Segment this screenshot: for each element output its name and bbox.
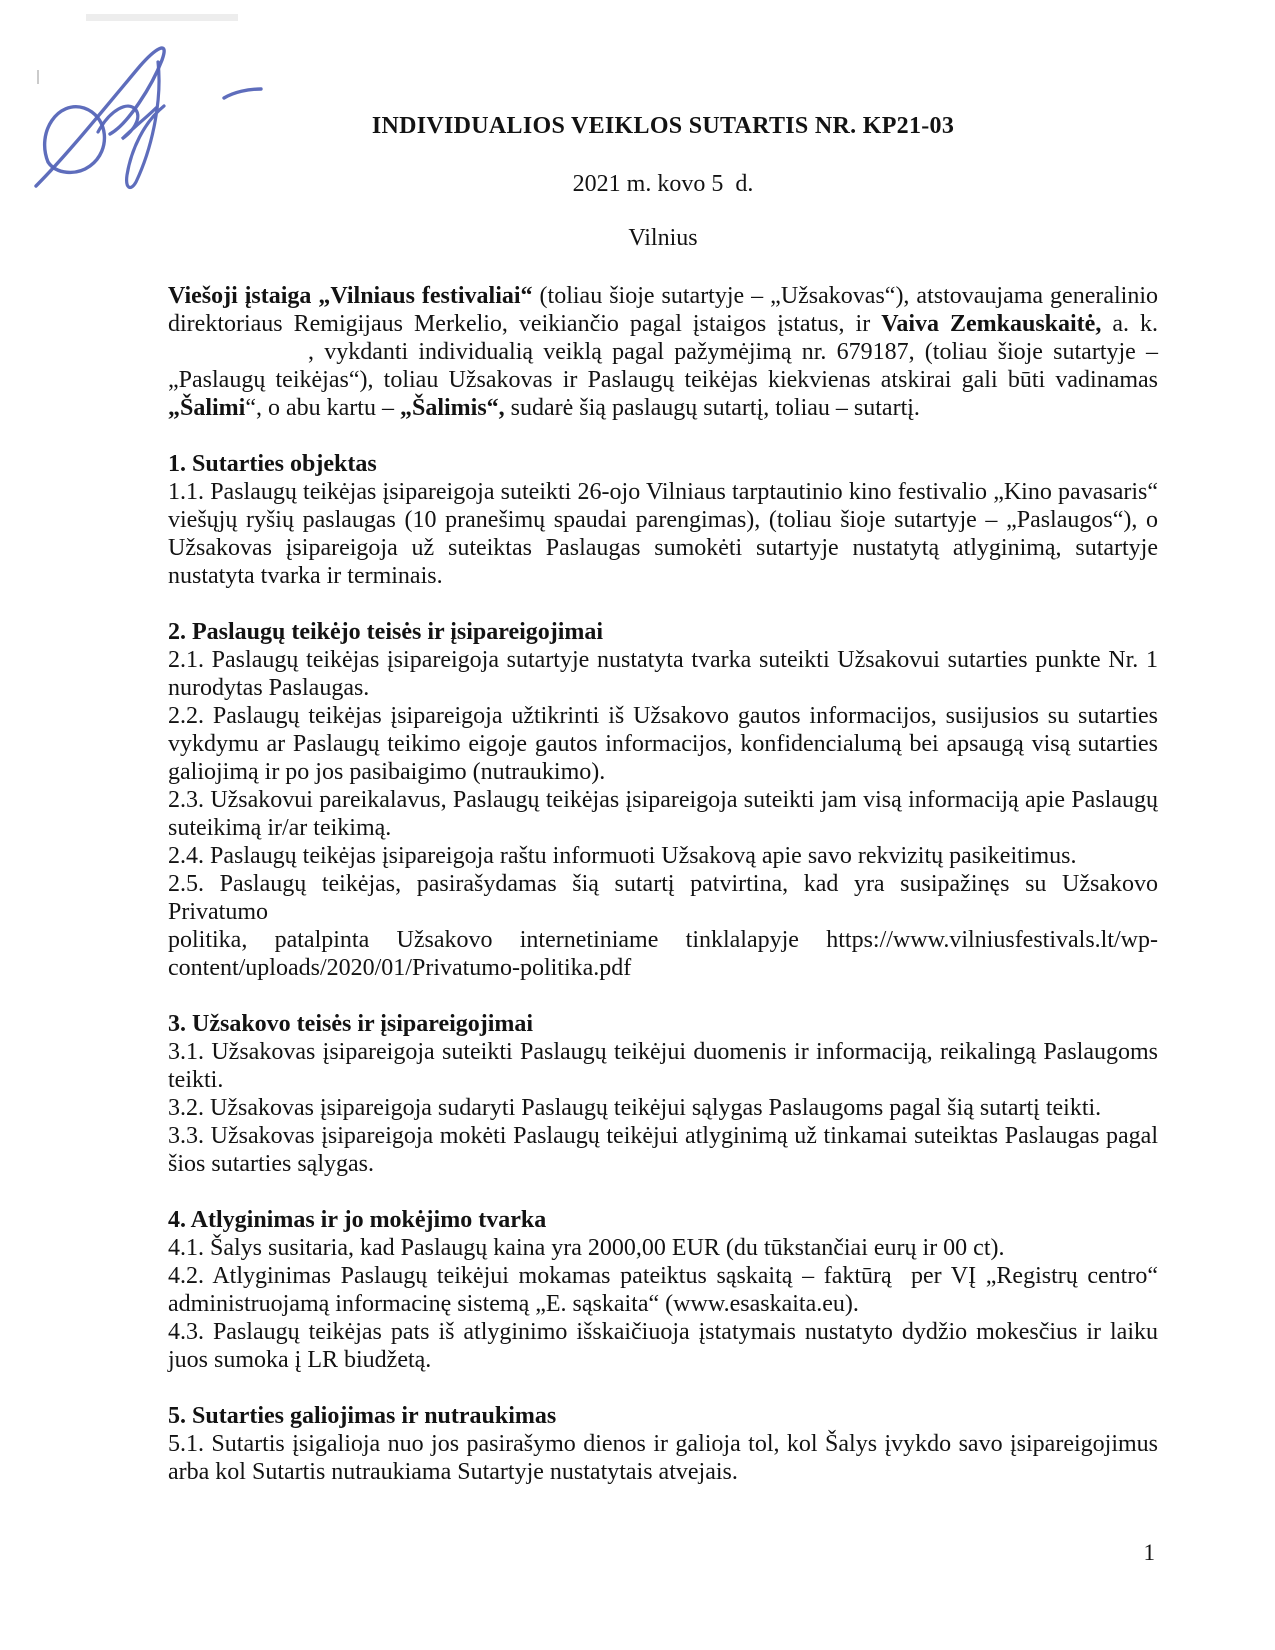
paragraph xyxy=(168,1094,1158,1122)
text-run: 2.2. Paslaugų teikėjas įsipareigoja užtikrinti iš Užsakovo gautos informacijos, susijusios su sutarties xyxy=(168,703,1158,729)
paragraph xyxy=(168,702,1158,786)
text-run: šios sutarties sąlygas. xyxy=(168,1151,374,1177)
text-line xyxy=(168,1122,1158,1150)
text-line xyxy=(168,1150,1158,1178)
section-heading: 4. Atlyginimas ir jo mokėjimo tvarka xyxy=(168,1207,547,1233)
block-gap xyxy=(168,1178,1158,1206)
paragraph xyxy=(168,1262,1158,1318)
text-line xyxy=(168,1234,1158,1262)
text-run: direktoriaus Remigijaus Merkelio, veikiančio pagal įstaigos įstatus, ir xyxy=(168,311,882,337)
text-run: arba kol Sutartis nutraukiama Sutartyje nustatytais atvejais. xyxy=(168,1459,738,1485)
text-run: 2.3. Užsakovui pareikalavus, Paslaugų teikėjas įsipareigoja suteikti jam visą informaciją apie Paslaugų xyxy=(168,787,1158,813)
text-line xyxy=(168,506,1158,534)
text-run: 4.1. Šalys susitaria, kad Paslaugų kaina yra 2000,00 EUR (du tūkstančiai eurų ir 00 ct). xyxy=(168,1235,1005,1261)
text-line xyxy=(168,702,1158,730)
text-line xyxy=(168,926,1158,954)
text-column xyxy=(168,0,1164,1486)
text-line xyxy=(168,478,1158,506)
text-run: content/uploads/2020/01/Privatumo-politika.pdf xyxy=(168,955,632,981)
text-line xyxy=(168,338,1158,366)
text-run: 3.2. Užsakovas įsipareigoja sudaryti Paslaugų teikėjui sąlygas Paslaugoms pagal šią sutartį teikti. xyxy=(168,1095,1102,1121)
text-line xyxy=(168,842,1158,870)
text-run: Vaiva Zemkauskaitė, xyxy=(881,311,1102,337)
block-gap xyxy=(168,590,1158,618)
paragraph xyxy=(168,478,1158,590)
text-run: administruojamą informacinę sistemą „E. sąskaita“ (www.esaskaita.eu). xyxy=(168,1291,859,1317)
text-line xyxy=(168,954,1158,982)
paragraph xyxy=(168,1234,1158,1262)
text-run: nustatyta tvarka ir terminais. xyxy=(168,563,443,589)
paragraph xyxy=(168,646,1158,702)
section-heading: 3. Užsakovo teisės ir įsipareigojimai xyxy=(168,1011,534,1037)
paragraph xyxy=(168,282,1158,422)
signature-stroke xyxy=(127,62,164,187)
text-line xyxy=(168,1290,1158,1318)
text-line xyxy=(168,1262,1158,1290)
block-gap xyxy=(168,422,1158,450)
paragraph xyxy=(168,1430,1158,1486)
block-gap xyxy=(168,982,1158,1010)
signature-stroke xyxy=(45,107,105,173)
text-run: 3.1. Užsakovas įsipareigoja suteikti Paslaugų teikėjui duomenis ir informaciją, reikalingą Paslaugoms xyxy=(168,1039,1158,1065)
text-run: 2.1. Paslaugų teikėjas įsipareigoja sutartyje nustatyta tvarka suteikti Užsakovui sutarties punkte Nr. 1 xyxy=(168,647,1158,673)
text-run: vykdymu ar Paslaugų teikimo eigoje gautos informacijos, konfidencialumą bei apsaugą visą sutarties xyxy=(168,731,1158,757)
paragraph xyxy=(168,842,1158,870)
text-line xyxy=(168,310,1158,338)
date-line: 2021 m. kovo 5 d. xyxy=(572,171,754,197)
page-number: 1 xyxy=(1143,1540,1155,1565)
text-line xyxy=(168,758,1158,786)
text-line xyxy=(168,282,1158,310)
text-run: sudarė šią paslaugų sutartį, toliau – sutartį. xyxy=(504,395,920,421)
text-line xyxy=(168,1318,1158,1346)
text-line xyxy=(168,646,1158,674)
text-line xyxy=(168,870,1164,926)
text-run: 4.3. Paslaugų teikėjas pats iš atlyginimo išskaičiuoja įstatymais nustatyto dydžio mokesčius ir laiku xyxy=(168,1319,1158,1345)
text-line xyxy=(168,366,1158,394)
text-run: teikti. xyxy=(168,1067,224,1093)
paragraph xyxy=(168,870,1164,982)
text-line xyxy=(168,1346,1158,1374)
text-line xyxy=(168,814,1158,842)
text-run: juos sumoka į LR biudžetą. xyxy=(168,1347,432,1373)
section-heading: 2. Paslaugų teikėjo teisės ir įsipareigojimai xyxy=(168,619,604,645)
paragraph xyxy=(168,1038,1158,1094)
text-run: politika, patalpinta Užsakovo internetiniame tinklalapyje https://www.vilniusfestivals.lt/wp- xyxy=(168,927,1158,953)
section-heading: 1. Sutarties objektas xyxy=(168,451,377,477)
paragraph xyxy=(168,786,1158,842)
text-line xyxy=(168,1038,1158,1066)
text-line xyxy=(168,1458,1158,1486)
paragraph xyxy=(168,1122,1158,1178)
contract-title: INDIVIDUALIOS VEIKLOS SUTARTIS NR. KP21-03 xyxy=(371,113,955,139)
text-line xyxy=(168,1066,1158,1094)
text-line xyxy=(168,1094,1158,1122)
text-run: nurodytas Paslaugas. xyxy=(168,675,370,701)
text-line xyxy=(168,534,1158,562)
place-line: Vilnius xyxy=(628,225,698,251)
text-run: 2.4. Paslaugų teikėjas įsipareigoja raštu informuoti Užsakovą apie savo rekvizitų pasikeitimus. xyxy=(168,843,1077,869)
text-line xyxy=(168,562,1158,590)
section-heading: 5. Sutarties galiojimas ir nutraukimas xyxy=(168,1403,557,1429)
contract-body xyxy=(168,282,1164,1486)
text-run: 3.3. Užsakovas įsipareigoja mokėti Paslaugų teikėjui atlyginimą už tinkamai suteiktas Paslaugas pagal xyxy=(168,1123,1158,1149)
text-line xyxy=(168,394,1158,422)
text-run: „Šalimi xyxy=(168,395,246,421)
text-run: viešųjų ryšių paslaugas (10 pranešimų spaudai parengimas), (toliau šioje sutartyje – „Paslaugos“), o xyxy=(168,507,1158,533)
paragraph xyxy=(168,1318,1158,1374)
text-run: „Šalimis“, xyxy=(399,395,505,421)
text-run: , vykdanti individualią veiklą pagal pažymėjimą nr. 679187, (toliau šioje sutartyje – xyxy=(308,339,1158,365)
text-run: „Paslaugų teikėjas“), toliau Užsakovas ir Paslaugų teikėjas kiekvienas atskirai gali būti vadinamas xyxy=(168,367,1158,393)
text-line xyxy=(168,786,1158,814)
text-run: 2.5. Paslaugų teikėjas, pasirašydamas šią sutartį patvirtina, kad yra susipažinęs su Užsakovo Privatumo xyxy=(168,871,1164,925)
text-run: 1.1. Paslaugų teikėjas įsipareigoja suteikti 26-ojo Vilniaus tarptautinio kino festivalio „Kino pavasaris“ xyxy=(168,479,1158,505)
block-gap xyxy=(168,1374,1158,1402)
text-run: 4.2. Atlyginimas Paslaugų teikėjui mokamas pateiktus sąskaitą – faktūrą per VĮ „Registrų centro“ xyxy=(168,1263,1158,1289)
text-line xyxy=(168,730,1158,758)
text-run: Viešoji įstaiga „Vilniaus festivaliai“ xyxy=(168,283,533,309)
text-line xyxy=(168,1430,1158,1458)
text-run: 5.1. Sutartis įsigalioja nuo jos pasirašymo dienos ir galioja tol, kol Šalys įvykdo savo įsipareigojimus xyxy=(168,1431,1158,1457)
text-run: suteikimą ir/ar teikimą. xyxy=(168,815,392,841)
text-run: “, o abu kartu – xyxy=(245,395,400,421)
text-run: Užsakovas įsipareigoja už suteiktas Paslaugas sumokėti sutartyje nustatytą atlyginimą, sutartyje xyxy=(168,535,1158,561)
text-run: a. k. xyxy=(1101,311,1158,337)
text-run: (toliau šioje sutartyje – „Užsakovas“), atstovaujama generalinio xyxy=(532,283,1158,309)
text-line xyxy=(168,674,1158,702)
text-run: galiojimą ir po jos pasibaigimo (nutraukimo). xyxy=(168,759,606,785)
